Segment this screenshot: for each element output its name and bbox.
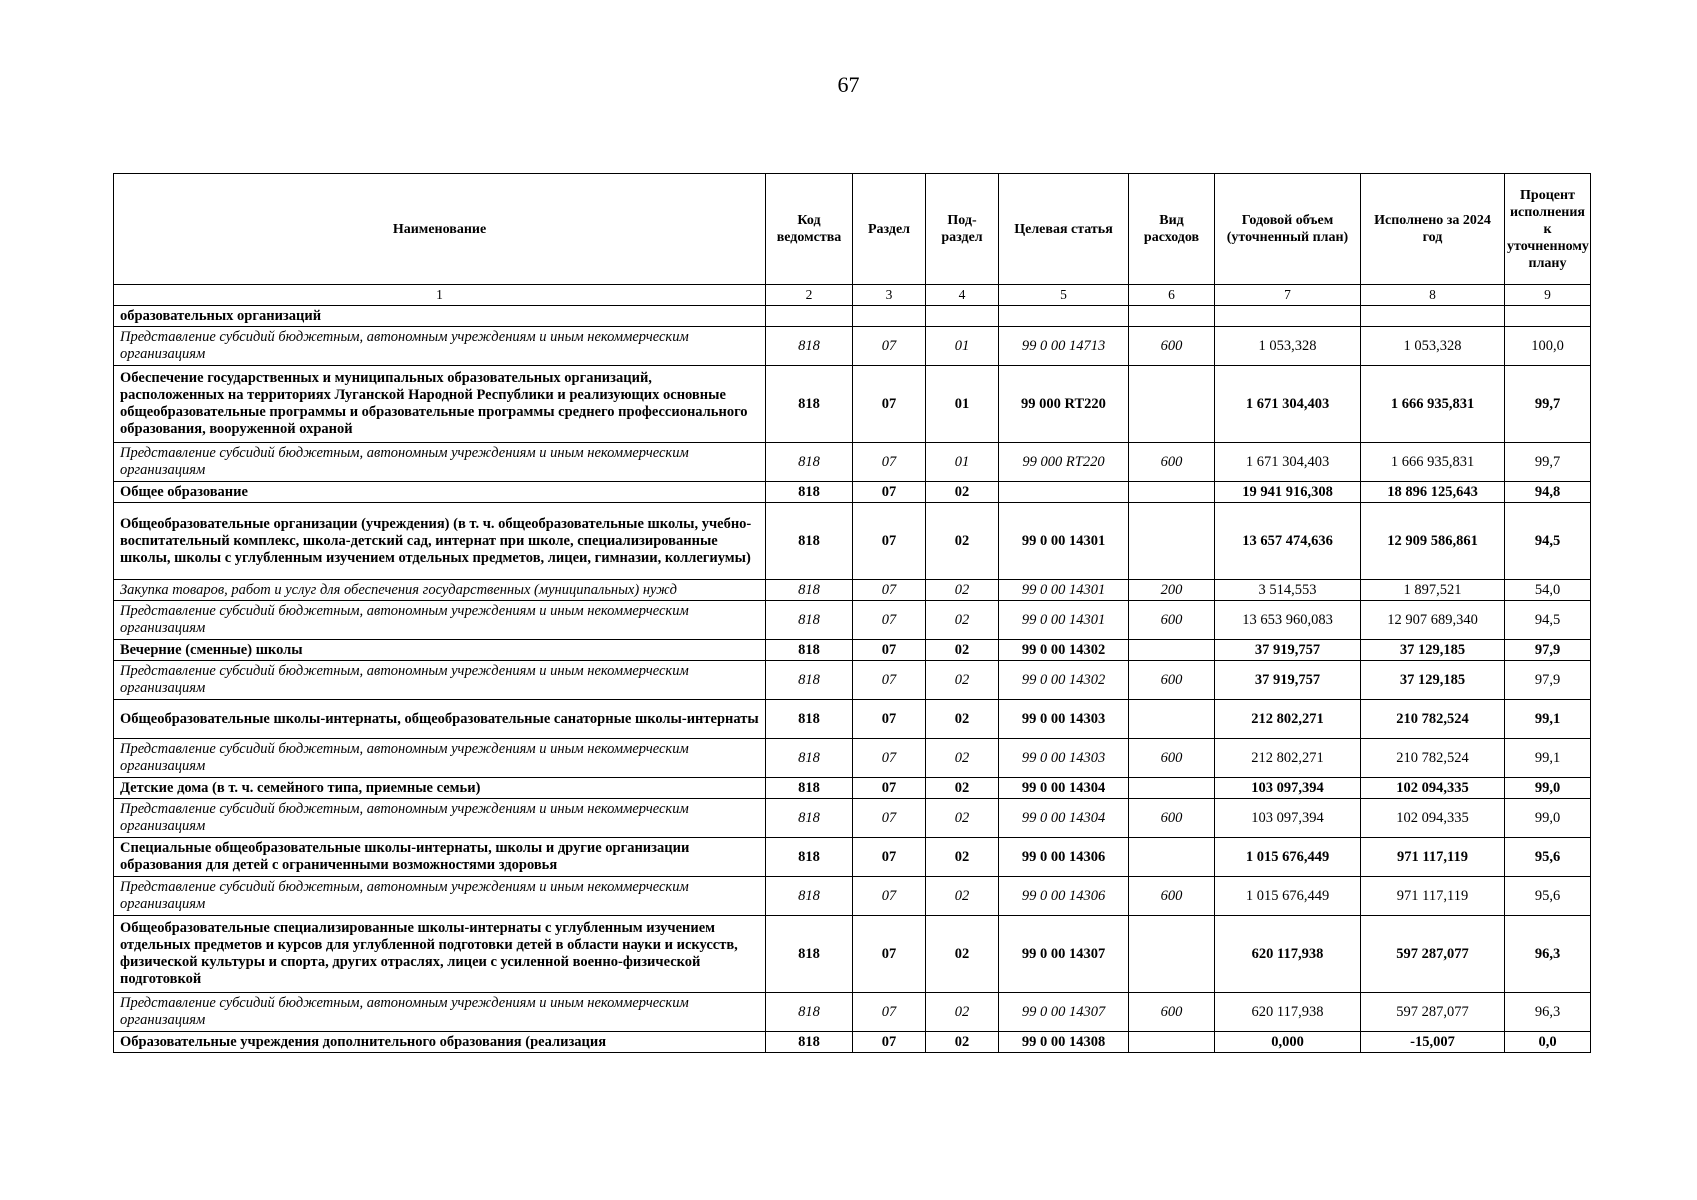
cell-percent: 96,3	[1505, 993, 1591, 1032]
cell-name: образовательных организаций	[114, 306, 766, 327]
cell-executed: 597 287,077	[1361, 916, 1505, 993]
cell-name: Образовательные учреждения дополнительного образования (реализация	[114, 1032, 766, 1053]
cell-kind: 600	[1129, 601, 1215, 640]
cell-subsection: 02	[926, 877, 999, 916]
cell-percent: 54,0	[1505, 580, 1591, 601]
cell-subsection: 02	[926, 799, 999, 838]
header-name: Наименование	[114, 174, 766, 285]
cell-executed	[1361, 306, 1505, 327]
cell-section: 07	[853, 1032, 926, 1053]
cell-section	[853, 306, 926, 327]
cell-subsection: 02	[926, 838, 999, 877]
cell-article: 99 0 00 14306	[999, 838, 1129, 877]
cell-article: 99 0 00 14302	[999, 661, 1129, 700]
column-number: 4	[926, 285, 999, 306]
cell-percent: 99,0	[1505, 799, 1591, 838]
cell-kind: 200	[1129, 580, 1215, 601]
table-row	[114, 916, 1591, 993]
cell-name: Общее образование	[114, 482, 766, 503]
cell-name: Общеобразовательные школы-интернаты, общеобразовательные санаторные школы-интернаты	[114, 700, 766, 739]
cell-article: 99 0 00 14302	[999, 640, 1129, 661]
cell-article	[999, 306, 1129, 327]
cell-section: 07	[853, 640, 926, 661]
cell-section: 07	[853, 661, 926, 700]
cell-article: 99 0 00 14304	[999, 778, 1129, 799]
cell-plan: 13 657 474,636	[1215, 503, 1361, 580]
cell-subsection: 02	[926, 778, 999, 799]
cell-article: 99 0 00 14301	[999, 601, 1129, 640]
cell-name: Представление субсидий бюджетным, автономным учреждениям и иным некоммерческим организациям	[114, 877, 766, 916]
cell-code: 818	[766, 799, 853, 838]
cell-subsection: 02	[926, 503, 999, 580]
cell-kind: 600	[1129, 739, 1215, 778]
cell-percent: 94,5	[1505, 503, 1591, 580]
cell-executed: 37 129,185	[1361, 661, 1505, 700]
table-row	[114, 1032, 1591, 1053]
cell-article: 99 000 RT220	[999, 443, 1129, 482]
cell-subsection: 02	[926, 1032, 999, 1053]
cell-code: 818	[766, 580, 853, 601]
cell-name: Представление субсидий бюджетным, автономным учреждениям и иным некоммерческим организациям	[114, 443, 766, 482]
cell-article: 99 000 RT220	[999, 366, 1129, 443]
cell-executed: 971 117,119	[1361, 877, 1505, 916]
cell-percent: 94,8	[1505, 482, 1591, 503]
table-row	[114, 993, 1591, 1032]
cell-executed: 18 896 125,643	[1361, 482, 1505, 503]
cell-executed: 1 053,328	[1361, 327, 1505, 366]
table-row	[114, 739, 1591, 778]
header-subsection: Под-раздел	[926, 174, 999, 285]
cell-subsection: 01	[926, 443, 999, 482]
cell-article: 99 0 00 14303	[999, 739, 1129, 778]
cell-article: 99 0 00 14301	[999, 580, 1129, 601]
cell-plan: 1 053,328	[1215, 327, 1361, 366]
cell-name: Детские дома (в т. ч. семейного типа, приемные семьи)	[114, 778, 766, 799]
column-number: 7	[1215, 285, 1361, 306]
column-number: 1	[114, 285, 766, 306]
cell-code: 818	[766, 916, 853, 993]
cell-name: Представление субсидий бюджетным, автономным учреждениям и иным некоммерческим организациям	[114, 661, 766, 700]
cell-article: 99 0 00 14306	[999, 877, 1129, 916]
cell-section: 07	[853, 739, 926, 778]
cell-subsection: 01	[926, 327, 999, 366]
cell-executed: 597 287,077	[1361, 993, 1505, 1032]
cell-percent: 97,9	[1505, 661, 1591, 700]
cell-section: 07	[853, 993, 926, 1032]
cell-section: 07	[853, 366, 926, 443]
cell-executed: 12 909 586,861	[1361, 503, 1505, 580]
cell-code: 818	[766, 661, 853, 700]
cell-name: Представление субсидий бюджетным, автономным учреждениям и иным некоммерческим организациям	[114, 327, 766, 366]
header-section: Раздел	[853, 174, 926, 285]
header-plan: Годовой объем (уточненный план)	[1215, 174, 1361, 285]
cell-plan: 3 514,553	[1215, 580, 1361, 601]
cell-plan: 13 653 960,083	[1215, 601, 1361, 640]
cell-code: 818	[766, 443, 853, 482]
cell-article: 99 0 00 14713	[999, 327, 1129, 366]
cell-article: 99 0 00 14301	[999, 503, 1129, 580]
table-row	[114, 700, 1591, 739]
cell-code: 818	[766, 503, 853, 580]
cell-name: Представление субсидий бюджетным, автономным учреждениям и иным некоммерческим организациям	[114, 739, 766, 778]
cell-executed: 12 907 689,340	[1361, 601, 1505, 640]
cell-kind	[1129, 700, 1215, 739]
cell-section: 07	[853, 916, 926, 993]
cell-subsection: 01	[926, 366, 999, 443]
cell-subsection: 02	[926, 482, 999, 503]
cell-section: 07	[853, 503, 926, 580]
table-row	[114, 503, 1591, 580]
cell-percent: 99,1	[1505, 700, 1591, 739]
cell-plan: 0,000	[1215, 1032, 1361, 1053]
cell-subsection: 02	[926, 601, 999, 640]
cell-section: 07	[853, 482, 926, 503]
cell-code: 818	[766, 877, 853, 916]
cell-subsection: 02	[926, 993, 999, 1032]
cell-name: Представление субсидий бюджетным, автономным учреждениям и иным некоммерческим организациям	[114, 799, 766, 838]
table-body	[114, 306, 1591, 1053]
cell-plan: 212 802,271	[1215, 700, 1361, 739]
cell-executed: -15,007	[1361, 1032, 1505, 1053]
cell-percent: 97,9	[1505, 640, 1591, 661]
cell-subsection: 02	[926, 640, 999, 661]
table-row	[114, 640, 1591, 661]
cell-plan: 212 802,271	[1215, 739, 1361, 778]
cell-percent: 0,0	[1505, 1032, 1591, 1053]
cell-name: Специальные общеобразовательные школы-интернаты, школы и другие организации образования для детей с ограниченными возможностями здоровья	[114, 838, 766, 877]
cell-plan: 103 097,394	[1215, 799, 1361, 838]
cell-kind	[1129, 838, 1215, 877]
cell-kind	[1129, 306, 1215, 327]
cell-section: 07	[853, 580, 926, 601]
cell-article: 99 0 00 14308	[999, 1032, 1129, 1053]
cell-name: Представление субсидий бюджетным, автономным учреждениям и иным некоммерческим организациям	[114, 993, 766, 1032]
cell-subsection: 02	[926, 739, 999, 778]
cell-executed: 971 117,119	[1361, 838, 1505, 877]
cell-plan: 37 919,757	[1215, 640, 1361, 661]
cell-section: 07	[853, 799, 926, 838]
cell-percent: 96,3	[1505, 916, 1591, 993]
cell-code: 818	[766, 601, 853, 640]
column-number: 5	[999, 285, 1129, 306]
cell-kind: 600	[1129, 443, 1215, 482]
cell-name: Представление субсидий бюджетным, автономным учреждениям и иным некоммерческим организациям	[114, 601, 766, 640]
column-number-row	[114, 285, 1591, 306]
cell-plan: 1 015 676,449	[1215, 838, 1361, 877]
column-number: 9	[1505, 285, 1591, 306]
cell-code: 818	[766, 482, 853, 503]
cell-plan: 103 097,394	[1215, 778, 1361, 799]
cell-executed: 210 782,524	[1361, 700, 1505, 739]
cell-code: 818	[766, 739, 853, 778]
cell-subsection: 02	[926, 916, 999, 993]
table-row	[114, 482, 1591, 503]
cell-name: Закупка товаров, работ и услуг для обеспечения государственных (муниципальных) нужд	[114, 580, 766, 601]
table-row	[114, 877, 1591, 916]
cell-name: Обеспечение государственных и муниципальных образовательных организаций, расположенных на территориях Луганской Народной Республики и реализующих основные общеобразовательные программы и образовательные программы среднего профессионального образования, вооруженной охраной	[114, 366, 766, 443]
cell-section: 07	[853, 778, 926, 799]
cell-percent: 100,0	[1505, 327, 1591, 366]
header-executed: Исполнено за 2024 год	[1361, 174, 1505, 285]
cell-section: 07	[853, 601, 926, 640]
cell-executed: 37 129,185	[1361, 640, 1505, 661]
cell-percent: 99,7	[1505, 443, 1591, 482]
cell-plan: 19 941 916,308	[1215, 482, 1361, 503]
column-number: 2	[766, 285, 853, 306]
cell-percent	[1505, 306, 1591, 327]
cell-executed: 1 897,521	[1361, 580, 1505, 601]
cell-subsection	[926, 306, 999, 327]
cell-plan: 37 919,757	[1215, 661, 1361, 700]
cell-kind: 600	[1129, 661, 1215, 700]
cell-code: 818	[766, 838, 853, 877]
cell-code: 818	[766, 366, 853, 443]
table-row	[114, 580, 1591, 601]
cell-percent: 99,1	[1505, 739, 1591, 778]
cell-percent: 99,7	[1505, 366, 1591, 443]
table-row	[114, 601, 1591, 640]
column-number: 6	[1129, 285, 1215, 306]
cell-kind	[1129, 778, 1215, 799]
cell-kind: 600	[1129, 799, 1215, 838]
cell-code: 818	[766, 700, 853, 739]
cell-plan	[1215, 306, 1361, 327]
cell-section: 07	[853, 700, 926, 739]
cell-kind	[1129, 366, 1215, 443]
cell-plan: 1 015 676,449	[1215, 877, 1361, 916]
column-number: 3	[853, 285, 926, 306]
cell-plan: 620 117,938	[1215, 916, 1361, 993]
column-number: 8	[1361, 285, 1505, 306]
cell-code	[766, 306, 853, 327]
table-row	[114, 443, 1591, 482]
cell-kind	[1129, 482, 1215, 503]
table-row	[114, 838, 1591, 877]
cell-executed: 210 782,524	[1361, 739, 1505, 778]
cell-name: Общеобразовательные специализированные школы-интернаты с углубленным изучением отдельных предметов и курсов для углубленной подготовки детей в области науки и искусств, физической культуры и спорта, других отраслях, лицеи с усиленной военно-физической подготовкой	[114, 916, 766, 993]
page-number: 67	[837, 72, 860, 97]
budget-table	[113, 173, 1591, 1053]
table-row	[114, 778, 1591, 799]
header-article: Целевая статья	[999, 174, 1129, 285]
cell-article: 99 0 00 14307	[999, 916, 1129, 993]
cell-code: 818	[766, 993, 853, 1032]
cell-code: 818	[766, 1032, 853, 1053]
cell-kind: 600	[1129, 327, 1215, 366]
cell-kind	[1129, 916, 1215, 993]
header-kind: Вид расходов	[1129, 174, 1215, 285]
cell-kind	[1129, 503, 1215, 580]
table-row	[114, 661, 1591, 700]
cell-name: Общеобразовательные организации (учреждения) (в т. ч. общеобразовательные школы, учебно-воспитательный комплекс, школа-детский сад, интернат при школе, специализированные школы, школы с углубленным изучением отдельных предметов, лицеи, гимназии, коллегиумы)	[114, 503, 766, 580]
header-percent: Процент исполнения к уточненному плану	[1505, 174, 1591, 285]
cell-percent: 95,6	[1505, 838, 1591, 877]
cell-executed: 1 666 935,831	[1361, 443, 1505, 482]
cell-section: 07	[853, 443, 926, 482]
cell-executed: 1 666 935,831	[1361, 366, 1505, 443]
cell-subsection: 02	[926, 661, 999, 700]
table-row	[114, 306, 1591, 327]
cell-article: 99 0 00 14307	[999, 993, 1129, 1032]
cell-article: 99 0 00 14303	[999, 700, 1129, 739]
cell-executed: 102 094,335	[1361, 778, 1505, 799]
table-row	[114, 327, 1591, 366]
cell-kind	[1129, 640, 1215, 661]
cell-subsection: 02	[926, 700, 999, 739]
cell-section: 07	[853, 327, 926, 366]
header-code: Код ведомства	[766, 174, 853, 285]
cell-kind	[1129, 1032, 1215, 1053]
table-row	[114, 799, 1591, 838]
cell-code: 818	[766, 640, 853, 661]
cell-percent: 99,0	[1505, 778, 1591, 799]
cell-section: 07	[853, 877, 926, 916]
cell-plan: 620 117,938	[1215, 993, 1361, 1032]
cell-percent: 94,5	[1505, 601, 1591, 640]
cell-plan: 1 671 304,403	[1215, 366, 1361, 443]
cell-plan: 1 671 304,403	[1215, 443, 1361, 482]
cell-subsection: 02	[926, 580, 999, 601]
cell-name: Вечерние (сменные) школы	[114, 640, 766, 661]
cell-kind: 600	[1129, 877, 1215, 916]
cell-section: 07	[853, 838, 926, 877]
cell-article: 99 0 00 14304	[999, 799, 1129, 838]
table-row	[114, 366, 1591, 443]
cell-percent: 95,6	[1505, 877, 1591, 916]
header-row	[114, 174, 1591, 285]
cell-article	[999, 482, 1129, 503]
cell-code: 818	[766, 327, 853, 366]
cell-code: 818	[766, 778, 853, 799]
cell-executed: 102 094,335	[1361, 799, 1505, 838]
cell-kind: 600	[1129, 993, 1215, 1032]
